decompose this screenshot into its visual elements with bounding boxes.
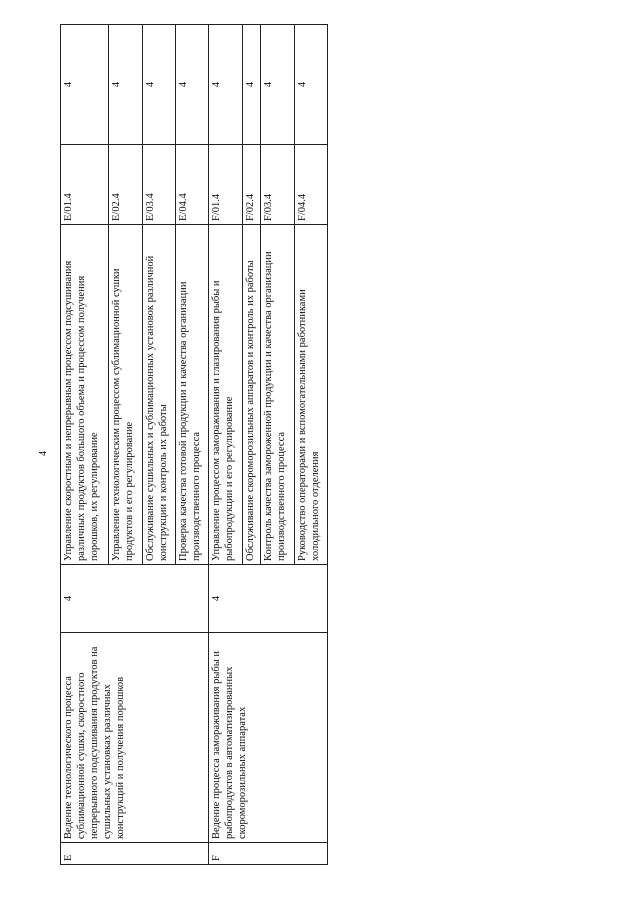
function-name: Проверка качества готовой продукции и качества организации производственного процесса bbox=[176, 225, 209, 565]
function-level: 4 bbox=[109, 25, 142, 145]
function-code: F/03.4 bbox=[261, 145, 294, 225]
function-code: E/02.4 bbox=[109, 145, 142, 225]
group-level: 4 bbox=[61, 565, 209, 633]
function-level: 4 bbox=[261, 25, 294, 145]
table-row bbox=[61, 25, 109, 865]
function-level: 4 bbox=[209, 25, 242, 145]
competency-table-container bbox=[60, 25, 328, 865]
function-name: Контроль качества замороженной продукции и качества организации производственного процесса bbox=[261, 225, 294, 565]
function-name: Управление скоростным и непрерывным процессом подсушивания различных продуктов большого объема и процессом получения порошков, их регулирование bbox=[61, 225, 109, 565]
function-name: Обслуживание скороморозильных аппаратов и контроль их работы bbox=[242, 225, 260, 565]
group-level: 4 bbox=[209, 565, 328, 633]
group-name: Ведение процесса замораживания рыбы и рыбопродуктов в автоматизированных скороморозильных аппаратах bbox=[209, 633, 328, 843]
competency-table bbox=[60, 24, 328, 865]
group-code: F bbox=[209, 843, 328, 865]
function-level: 4 bbox=[142, 25, 175, 145]
function-code: E/04.4 bbox=[176, 145, 209, 225]
function-code: F/01.4 bbox=[209, 145, 242, 225]
function-level: 4 bbox=[61, 25, 109, 145]
function-name: Управление технологическим процессом сублимационной сушки продуктов и его регулирование bbox=[109, 225, 142, 565]
table-row bbox=[209, 25, 242, 865]
function-code: F/02.4 bbox=[242, 145, 260, 225]
function-name: Обслуживание сушильных и сублимационных установок различной конструкции и контроль их работы bbox=[142, 225, 175, 565]
function-code: E/03.4 bbox=[142, 145, 175, 225]
function-level: 4 bbox=[176, 25, 209, 145]
page-number: 4 bbox=[38, 451, 49, 456]
group-code: E bbox=[61, 843, 209, 865]
function-level: 4 bbox=[242, 25, 260, 145]
group-name: Ведение технологического процесса сублимационной сушки, скоростного непрерывного подсушивания продуктов на сушильных установках различных конструкций и получения порошков bbox=[61, 633, 209, 843]
function-code: F/04.4 bbox=[294, 145, 327, 225]
function-level: 4 bbox=[294, 25, 327, 145]
function-name: Управление процессом замораживания и глазирования рыбы и рыбопродукции и его регулирование bbox=[209, 225, 242, 565]
function-code: E/01.4 bbox=[61, 145, 109, 225]
function-name: Руководство операторами и вспомогательными работниками холодильного отделения bbox=[294, 225, 327, 565]
